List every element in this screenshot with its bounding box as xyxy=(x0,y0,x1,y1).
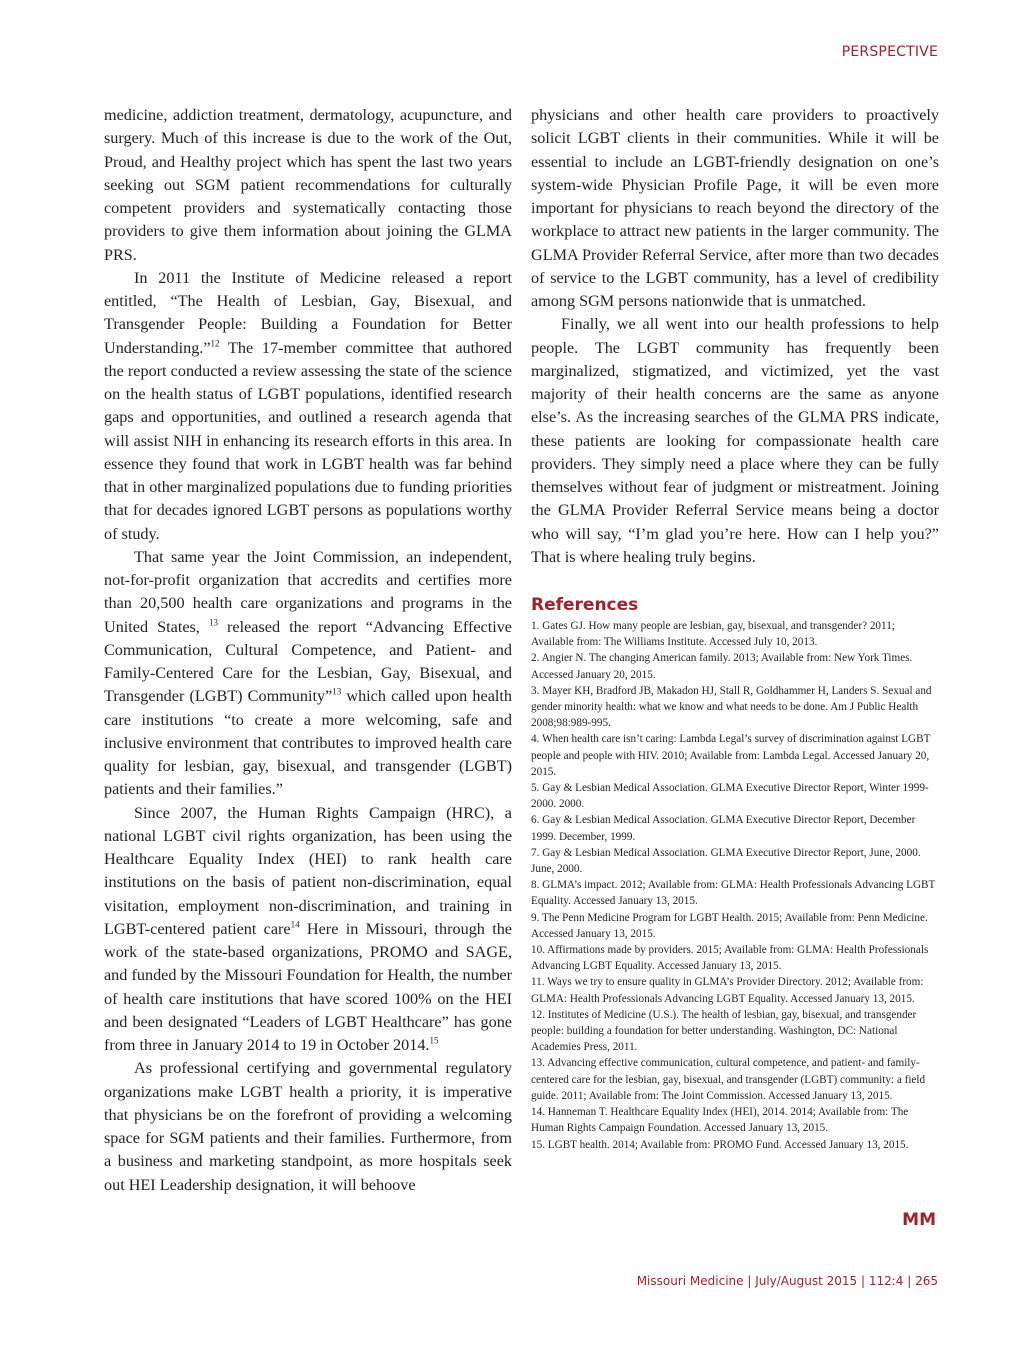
reference-item: 11. Ways we try to ensure quality in GLMA’s Provider Directory. 2012; Available from: GLMA: Health Professionals Advancing LGBT Equality. Accessed January 13, 2015. xyxy=(531,976,924,1005)
paragraph xyxy=(531,313,939,569)
citation-superscript: 13 xyxy=(208,617,218,628)
paragraph-text: As professional certifying and governmental regulatory organizations make LGBT health a priority, it is imperative that physicians be on the forefront of providing a welcoming space for SGM patients and their families. Furthermore, from a business and marketing standpoint, as more hospitals seek out HEI Leadership designation, it will behoove xyxy=(104,1059,512,1194)
reference-item: 9. The Penn Medicine Program for LGBT Health. 2015; Available from: Penn Medicine. Accessed January 13, 2015. xyxy=(531,911,928,940)
reference-item: 14. Hanneman T. Healthcare Equality Index (HEI), 2014. 2014; Available from: The Human Rights Campaign Foundation. Accessed January 13, 2015. xyxy=(531,1106,909,1135)
reference-item: 4. When health care isn’t caring: Lambda Legal’s survey of discrimination against LGBT people and people with HIV. 2010; Available from: Lambda Legal. Accessed January 20, 2015. xyxy=(531,733,931,778)
paragraph-text: That same year the Joint Commission, an independent, not-for-profit organization that accredits and certifies more than 20,500 health care organizations and programs in the United States, xyxy=(104,547,512,636)
paragraph-text: physicians and other health care providers to proactively solicit LGBT clients in their communities. While it will be essential to include an LGBT-friendly designation on one’s system-wide Physician Profile Page, it will be even more important for physicians to reach beyond the directory of the workplace to attract new patients in the larger community. The GLMA Provider Referral Service, after more than two decades of service to the LGBT community, has a level of credibility among SGM persons nationwide that is unmatched. xyxy=(531,106,939,310)
paragraph-text: released the report “Advancing Effective Communication, Cultural Competence, and Patient- and Family-Centered Care for the Lesbian, Gay, Bisexual, and Transgender (LGBT) Community” xyxy=(104,617,512,706)
paragraph xyxy=(104,104,512,267)
reference-item: 10. Affirmations made by providers. 2015; Available from: GLMA: Health Professionals Advancing LGBT Equality. Accessed January 13, 2015. xyxy=(531,944,929,973)
paragraph-text: medicine, addiction treatment, dermatology, acupuncture, and surgery. Much of this increase is due to the work of the Out, Proud, and Healthy project which has spent the last two years seeking out SGM patient recommendations for culturally competent providers and systematically contacting those providers to give them information about joining the GLMA PRS. xyxy=(104,106,512,264)
reference-item: 13. Advancing effective communication, cultural competence, and patient- and family-centered care for the lesbian, gay, bisexual, and transgender (LGBT) community: a field guide. 2011; Available from: The Joint Commission. Accessed January 13, 2015. xyxy=(531,1057,926,1102)
paragraph xyxy=(104,546,512,802)
references-heading: References xyxy=(531,595,639,615)
citation-superscript: 13 xyxy=(332,686,342,697)
paragraph xyxy=(104,802,512,1058)
right-column xyxy=(531,104,939,1153)
right-body xyxy=(531,104,939,569)
reference-item: 12. Institutes of Medicine (U.S.). The health of lesbian, gay, bisexual, and transgender people: building a foundation for better understanding. Washington, DC: National Academies Press, 2011. xyxy=(531,1008,917,1054)
references-list xyxy=(531,618,939,1153)
paragraph-text: The 17-member committee that authored the report conducted a review assessing the state of the science on the health status of LGBT populations, identified research gaps and opportunities, and outlined a research agenda that will assist NIH in enhancing its research efforts in this area. In essence they found that work in LGBT health was far behind that in other marginalized populations due to funding priorities that for decades ignored LGBT persons as populations worthy of study. xyxy=(104,338,512,543)
reference-item: 6. Gay & Lesbian Medical Association. GLMA Executive Director Report, December 1999. December, 1999. xyxy=(531,814,916,843)
left-column xyxy=(104,104,512,1197)
paragraph xyxy=(531,104,939,313)
reference-item: 5. Gay & Lesbian Medical Association. GLMA Executive Director Report, Winter 1999-2000. 2000. xyxy=(531,782,929,811)
paragraph-text: Here in Missouri, through the work of the state-based organizations, PROMO and SAGE, and funded by the Missouri Foundation for Health, the number of health care institutions that have scored 100% on the HEI and been designated “Leaders of LGBT Healthcare” has gone from three in January 2014 to 19 in October 2014. xyxy=(104,919,512,1054)
reference-item: 1. Gates GJ. How many people are lesbian, gay, bisexual, and transgender? 2011; Available from: The Williams Institute. Accessed July 10, 2013. xyxy=(531,620,895,649)
citation-superscript: 15 xyxy=(429,1035,439,1046)
reference-item: 2. Angier N. The changing American family. 2013; Available from: New York Times. Accessed January 20, 2015. xyxy=(531,652,913,681)
paragraph xyxy=(104,267,512,546)
citation-superscript: 14 xyxy=(290,919,300,930)
paragraph-text: Finally, we all went into our health professions to help people. The LGBT community has frequently been marginalized, stigmatized, and victimized, yet the vast majority of their health concerns are the same as anyone else’s. As the increasing searches of the GLMA PRS indicate, these patients are looking for compassionate health care providers. They simply need a place where they can be fully themselves without fear of judgment or mistreatment. Joining the GLMA Provider Referral Service means being a doctor who will say, “I’m glad you’re here. How can I help you?” That is where healing truly begins. xyxy=(531,315,939,566)
paragraph-text: In 2011 the Institute of Medicine released a report entitled, “The Health of Lesbian, Gay, Bisexual, and Transgender People: Building a Foundation for Better Understanding.” xyxy=(104,268,512,357)
reference-item: 15. LGBT health. 2014; Available from: PROMO Fund. Accessed January 13, 2015. xyxy=(531,1138,909,1151)
reference-item: 8. GLMA’s impact. 2012; Available from: GLMA: Health Professionals Advancing LGBT Equality. Accessed January 13, 2015. xyxy=(531,879,936,908)
reference-item: 7. Gay & Lesbian Medical Association. GLMA Executive Director Report, June, 2000. June, 2000. xyxy=(531,846,921,876)
citation-superscript: 12 xyxy=(210,338,220,349)
paragraph-text: which called upon health care institutions “to create a more welcoming, safe and inclusive environment that contributes to improved health care quality for lesbian, gay, bisexual, and transgender (LGBT) patients and their families.” xyxy=(104,687,512,799)
section-label: PERSPECTIVE xyxy=(841,44,938,60)
reference-item: 3. Mayer KH, Bradford JB, Makadon HJ, Stall R, Goldhammer H, Landers S. Sexual and gender minority health: what we know and what needs to be done. Am J Public Health 2008;98:989-995. xyxy=(531,684,932,730)
paragraph-text: Since 2007, the Human Rights Campaign (HRC), a national LGBT civil rights organization, has been using the Healthcare Equality Index (HEI) to rank health care institutions on the basis of patient non-discrimination, equal visitation, employment non-discrimination, and training in LGBT-centered patient care xyxy=(104,803,512,938)
page-footer: Missouri Medicine | July/August 2015 | 112:4 | 265 xyxy=(636,1274,938,1288)
paragraph xyxy=(104,1057,512,1197)
end-mark-logo: MM xyxy=(902,1210,936,1230)
